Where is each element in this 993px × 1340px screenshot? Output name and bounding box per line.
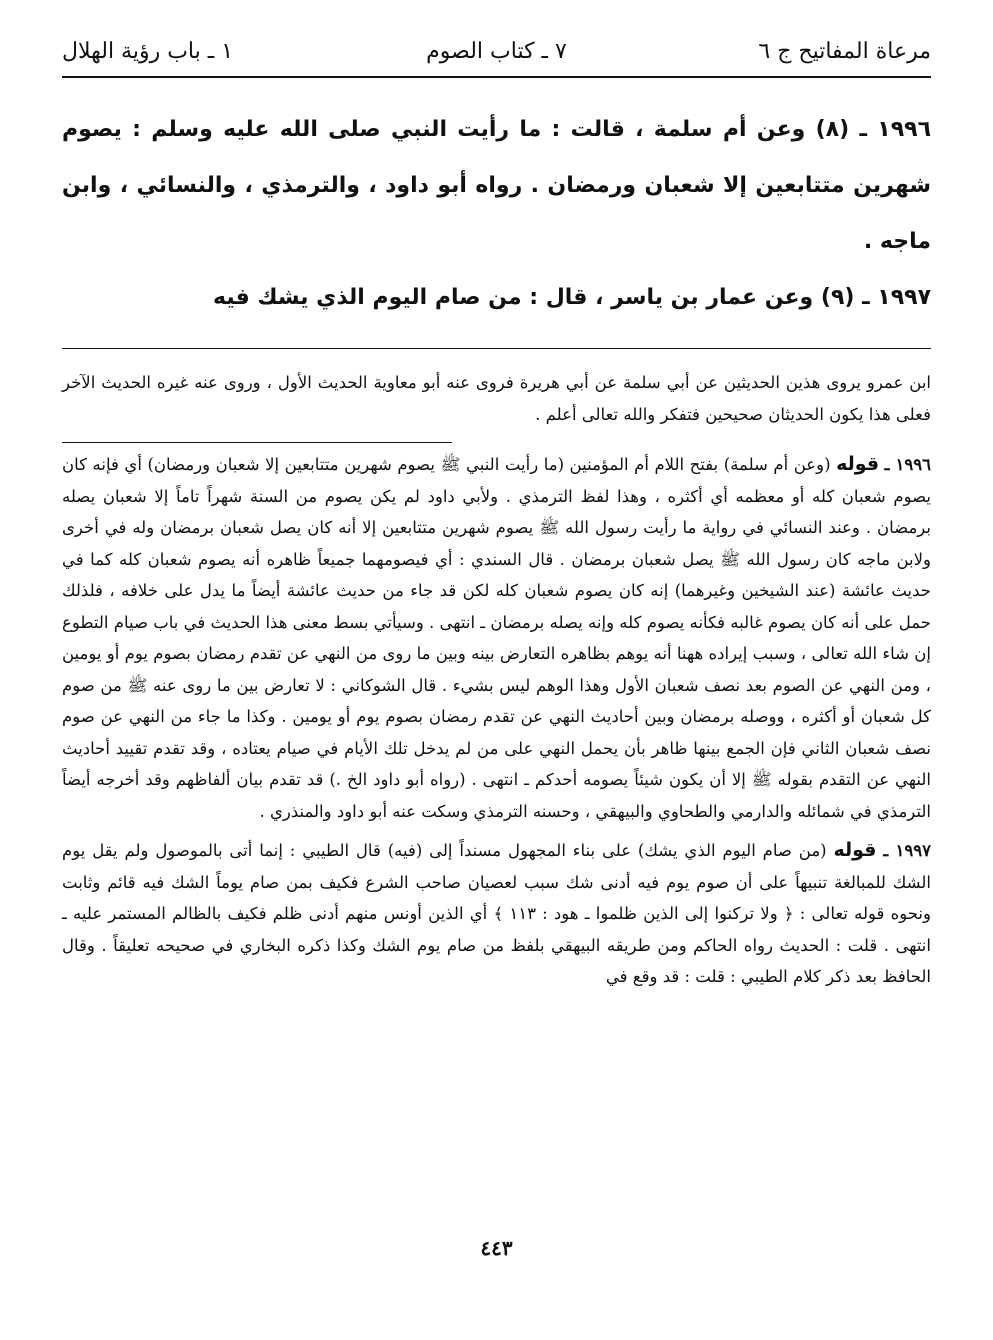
header-book-volume: مرعاة المفاتيح ج ٦ (758, 38, 931, 64)
commentary-1997-number: ١٩٩٧ ـ (883, 841, 931, 860)
commentary-1997 (62, 835, 931, 993)
header-chapter: ١ ـ باب رؤية الهلال (62, 38, 234, 64)
commentary-1996 (62, 449, 931, 827)
commentary-block (62, 449, 931, 993)
footnote-block (62, 367, 931, 430)
hadith-text-block (62, 102, 931, 326)
header-book-title: ٧ ـ كتاب الصوم (426, 38, 567, 64)
commentary-1996-text: (وعن أم سلمة) بفتح اللام أم المؤمنين (ما رأيت النبي ﷺ يصوم شهرين متتابعين إلا شعبان ورمضان) أي فإنه كان يصوم شعبان كله أو معظمه أي أكثره ، وهذا لفظ الترمذي . ولأبي داود لم يكن يصوم من السنة شهراً تاماً إلا شعبان يصله برمضان . وعند النسائي في رواية ما رأيت رسول الله ﷺ يصوم شهرين متتابعين إلا أنه كان يصل شعبان برمضان وله في أخرى ولابن ماجه كان رسول الله ﷺ يصل شعبان برمضان . قال السندي : أي فيصومهما جميعاً ظاهره أنه يصوم شعبان كله كما في حديث عائشة (عند الشيخين وغيرهما) إنه كان يصوم شعبان كله لكن قد جاء من حديث عائشة أيضاً ما يدل على خلافه ، فلذلك حمل على أنه كان يصوم غالبه فكأنه يصوم كله وإنه يصله برمضان ـ انتهى . وسيأتي بسط معنى هذا الحديث في باب صيام التطوع إن شاء الله تعالى ، وسبب إيراده ههنا أنه يوهم بظاهره التعارض بينه وبين ما روى من النهي عن تقدم رمضان بصوم يوم أو يومين ، ومن النهي عن الصوم بعد نصف شعبان الأول وهذا الوهم ليس بشيء . قال الشوكاني : لا تعارض بين ما روى عنه ﷺ من صوم كل شعبان أو أكثره ، ووصله برمضان وبين أحاديث النهي عن تقدم رمضان بصوم يوم أو يومين . وكذا ما جاء من النهي عن صوم نصف شعبان الثاني فإن الجمع بينها ظاهر بأن يحمل النهي على من لم يدخل تلك الأيام في صيام يعتاده ، وقد تقدم تقييد أحاديث النهي عن التقدم بقوله ﷺ إلا أن يكون شيئاً يصومه أحدكم ـ انتهى . (رواه أبو داود الخ .) قد تقدم بيان ألفاظهم وقد أخرجه أيضاً الترمذي في شمائله والدارمي والطحاوي والبيهقي ، وحسنه الترمذي وسكت عنه أبو داود والمنذري . (62, 455, 931, 821)
page-number: ٤٤٣ (480, 1236, 513, 1260)
running-header (62, 28, 931, 74)
commentary-1997-qawl: قوله (833, 839, 877, 861)
commentary-1996-number: ١٩٩٦ ـ (884, 455, 931, 474)
footnote-text: ابن عمرو يروى هذين الحديثين عن أبي سلمة عن أبي هريرة فروى عنه أبو معاوية الحديث الأول ، وروى عنه غيره الحديث الآخر فعلى هذا يكون الحديثان صحيحين فتفكر والله تعالى أعلم . (62, 373, 931, 424)
commentary-divider (62, 442, 452, 443)
notes-divider (62, 348, 931, 349)
commentary-1996-qawl: قوله (836, 453, 880, 475)
header-rule (62, 76, 931, 78)
hadith-1996: ١٩٩٦ ـ (٨) وعن أم سلمة ، قالت : ما رأيت النبي صلى الله عليه وسلم : يصوم شهرين متتابعين إلا شعبان ورمضان . رواه أبو داود ، والترمذي ، والنسائي ، وابن ماجه . (62, 117, 931, 254)
hadith-1997: ١٩٩٧ ـ (٩) وعن عمار بن ياسر ، قال : من صام اليوم الذي يشك فيه (213, 285, 931, 310)
commentary-1997-text: (من صام اليوم الذي يشك) على بناء المجهول مسنداً إلى (فيه) قال الطيبي : إنما أتى بالموصول ولم يقل يوم الشك للمبالغة تنبيهاً على أن صوم يوم فيه أدنى شك سبب لعصيان صاحب الشرع فكيف بمن صام يوماً الشك فيه قائم وثابت ونحوه قوله تعالى : ﴿ ولا تركنوا إلى الذين ظلموا ـ هود : ١١٣ ﴾ أي الذين أونس منهم أدنى ظلم فكيف بالظالم المستمر عليه ـ انتهى . قلت : الحديث رواه الحاكم ومن طريقه البيهقي بلفظ من صام يوم الشك وكذا ذكره البخاري في صحيحه تعليقاً . وقال الحافظ بعد ذكر كلام الطيبي : قلت : قد وقع في (62, 841, 931, 986)
